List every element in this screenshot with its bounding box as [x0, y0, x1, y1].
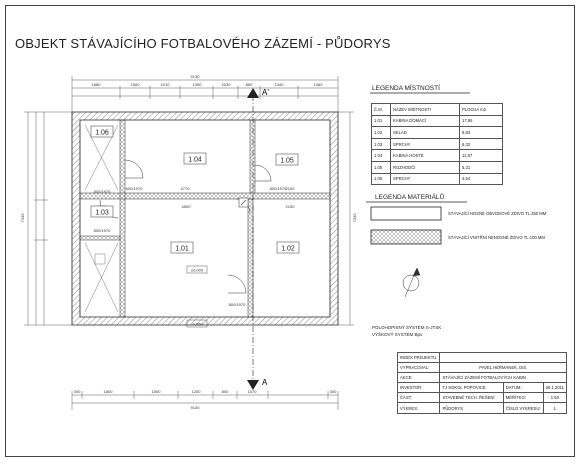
dim-side-left: 7330	[20, 213, 25, 223]
svg-text:1680: 1680	[91, 82, 101, 87]
svg-text:2150: 2150	[285, 204, 295, 209]
interior-walls	[80, 120, 330, 317]
svg-text:1010: 1010	[160, 82, 170, 87]
stamp-row: ČÁST: STAVEBNĚ TECH. ŘEŠENÍ MĚŘÍTKO: 1:50	[398, 393, 567, 403]
svg-text:1360: 1360	[313, 82, 323, 87]
table-row: 1.02 SKLAD 8,83	[372, 127, 503, 139]
outer-walls	[72, 112, 338, 325]
svg-text:850: 850	[245, 82, 253, 87]
svg-text:1200: 1200	[191, 389, 201, 394]
svg-text:1070: 1070	[247, 389, 257, 394]
material-swatches	[371, 207, 441, 244]
svg-text:1340: 1340	[274, 82, 284, 87]
room-label-1-01: 1.01	[175, 245, 189, 253]
svg-text:800: 800	[221, 389, 229, 394]
system-info-1: POLOHOPISNÝ SYSTÉM S-JTSK	[372, 325, 442, 330]
shower-marks	[85, 125, 118, 312]
svg-text:800/1970: 800/1970	[228, 302, 246, 307]
svg-text:300: 300	[329, 389, 337, 394]
system-info-2: VÝŠKOVÝ SYSTÉM Bpv	[372, 332, 423, 337]
section-label-bottom: A	[262, 378, 268, 387]
room-label-1-05: 1.05	[280, 157, 294, 165]
svg-text:2150: 2150	[285, 186, 295, 191]
svg-text:1800: 1800	[103, 389, 113, 394]
svg-text:800/1970: 800/1970	[93, 189, 111, 194]
svg-text:1500: 1500	[151, 389, 161, 394]
dims-bottom-text	[74, 389, 337, 394]
section-label-top: A'	[262, 88, 269, 97]
legend-rooms-title: LEGENDA MÍSTNOSTÍ	[372, 85, 440, 92]
stamp-row: VYPRACOVAL: PAVEL HEŘMÁNEK, DiS.	[398, 363, 567, 373]
room-label-1-02: 1.02	[281, 245, 295, 253]
fireplace-symbol	[239, 198, 248, 207]
svg-text:300: 300	[73, 389, 81, 394]
room-label-1-04: 1.04	[188, 156, 202, 164]
legend-materials-title: LEGENDA MATERIÁLŮ	[375, 194, 445, 201]
dim-total-top: 9130	[190, 74, 200, 79]
dimension-lines-top	[72, 76, 338, 112]
section-arrow-top-icon	[247, 88, 259, 98]
stamp-row: VÝKRES: PŮDORYS ČÍSLO VÝKRESU: 1	[398, 403, 567, 413]
svg-text:800/1970: 800/1970	[93, 228, 111, 233]
level-inside: ±0,000	[190, 267, 204, 273]
material-label-load-bearing: STÁVAJÍCÍ NOSNÉ OBVODOVÉ ZDIVO TL.350 MM	[448, 211, 547, 216]
table-header-row: Č.M. NÁZEV MÍSTNOSTI PLOCHA m2	[372, 104, 503, 116]
legend-rooms-table	[371, 103, 503, 185]
svg-text:4770: 4770	[180, 186, 190, 191]
svg-text:2030: 2030	[221, 82, 231, 87]
svg-text:1500: 1500	[130, 82, 140, 87]
svg-text:4500: 4500	[181, 204, 191, 209]
svg-text:600/1970: 600/1970	[125, 186, 143, 191]
dim-total-bottom: 9130	[190, 405, 200, 410]
table-row: 1.04 KABINA HOSTÉ 11,97	[372, 150, 503, 162]
dims-top-text	[92, 82, 324, 87]
table-row: 1.06 SPRCHY 3,64	[372, 173, 503, 185]
dim-side-right: 7330	[352, 213, 357, 223]
svg-text:1350: 1350	[192, 82, 202, 87]
stamp-row: INVESTOR: TJ SOKOL POPOVICE DATUM: 26.1.2011	[398, 383, 567, 393]
room-label-1-03: 1.03	[95, 209, 109, 217]
level-outside: -0,050	[191, 321, 203, 327]
stamp-row: AKCE: STÁVAJÍCÍ ZÁZEMÍ FOTBALOVÝCH KABIN	[398, 373, 567, 383]
north-arrow-icon	[403, 268, 420, 297]
material-label-non-load-bearing: STÁVAJÍCÍ VNITŘNÍ NENOSNÉ ZDIVO TL.100 MM	[448, 235, 545, 240]
room-label-1-06: 1.06	[95, 129, 109, 137]
table-row: 1.05 ROZHODČÍ 5,31	[372, 161, 503, 173]
doors	[100, 160, 271, 293]
svg-text:800/1970: 800/1970	[269, 186, 287, 191]
title-block	[397, 352, 567, 414]
dimension-lines-left	[24, 112, 72, 325]
table-row: 1.01 KABINA DOMÁCÍ 17,55	[372, 115, 503, 127]
table-row: 1.03 SPRCHY 6,32	[372, 138, 503, 150]
drawing-title: OBJEKT STÁVAJÍCÍHO FOTBALOVÉHO ZÁZEMÍ - PŮDORYS	[15, 36, 391, 51]
stamp-row: INDEX PROJEKTU:	[398, 353, 567, 363]
